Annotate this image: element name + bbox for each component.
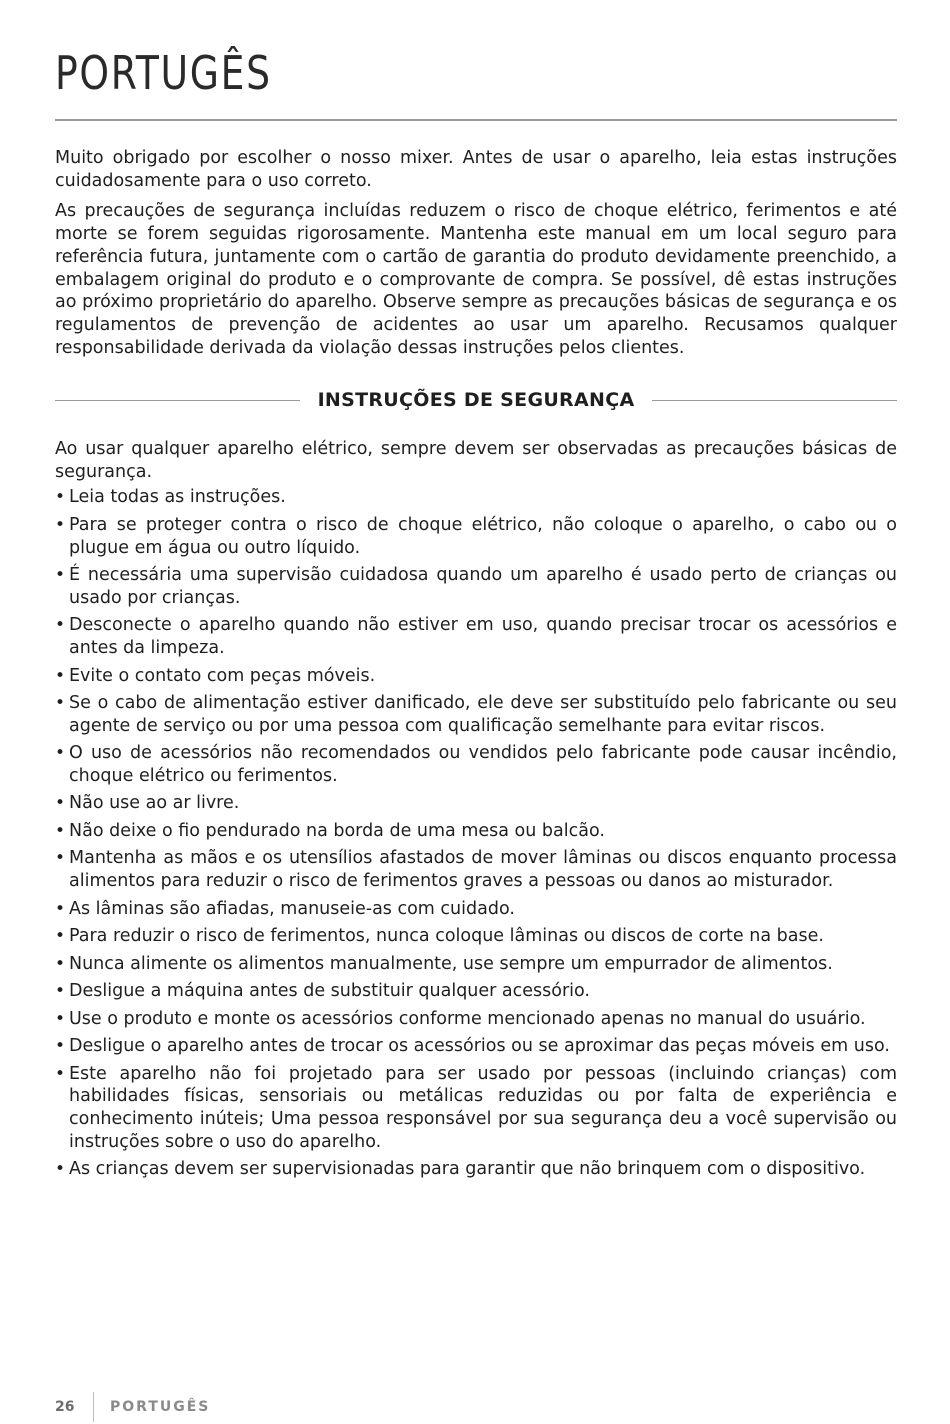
- intro-paragraph: Muito obrigado por escolher o nosso mixer. Antes de usar o aparelho, leia estas instruções cuidadosamente para o uso correto.: [55, 148, 897, 191]
- safety-bullet-item: [55, 614, 897, 659]
- safety-bullet-item: [55, 692, 897, 737]
- bullet-marker: •: [55, 1036, 66, 1057]
- main-content: [55, 147, 897, 1186]
- bullet-text: Desconecte o aparelho quando não estiver em uso, quando precisar trocar os acessórios e antes da limpeza.: [69, 615, 897, 659]
- bullet-text: Evite o contato com peças móveis.: [69, 665, 376, 686]
- safety-bullet-item: [55, 564, 897, 609]
- bullet-text: Nunca alimente os alimentos manualmente, use sempre um empurrador de alimentos.: [69, 953, 833, 974]
- bullet-marker: •: [55, 953, 66, 974]
- safety-bullet-item: [55, 953, 897, 976]
- bullet-marker: •: [55, 514, 66, 535]
- bullet-marker: •: [55, 793, 66, 814]
- safety-bullet-item: [55, 486, 897, 509]
- section-intro: Ao usar qualquer aparelho elétrico, sempre devem ser observadas as precauções básicas de segurança.: [55, 439, 897, 482]
- safety-bullet-list: [55, 486, 897, 1181]
- intro-paragraph: As precauções de segurança incluídas reduzem o risco de choque elétrico, ferimentos e até morte se forem seguidas rigorosamente. Mantenha este manual em um local seguro para referência futura, juntamente com o cartão de garantia do produto devidamente preenchido, a embalagem original do produto e o comprovante de compra. Se possível, dê estas instruções ao próximo proprietário do aparelho. Observe sempre as precauções básicas de segurança e os regulamentos de prevenção de acidentes ao usar um aparelho. Recusamos qualquer responsabilidade derivada da violação dessas instruções pelos clientes.: [55, 201, 897, 358]
- safety-bullet-item: [55, 665, 897, 688]
- running-head: PORTUGÊS: [110, 1399, 211, 1415]
- bullet-marker: •: [55, 615, 66, 636]
- section-rule-right: [652, 400, 897, 401]
- bullet-text: Use o produto e monte os acessórios conforme mencionado apenas no manual do usuário.: [69, 1008, 866, 1029]
- bullet-text: Para reduzir o risco de ferimentos, nunca coloque lâminas ou discos de corte na base.: [69, 926, 824, 947]
- bullet-text: Este aparelho não foi projetado para ser usado por pessoas (incluindo crianças) com habilidades físicas, sensoriais ou metálicas reduzidas ou por falta de experiência e conhecimento inúteis; Uma pessoa responsável por sua segurança deu a você supervisão ou instruções sobre o uso do aparelho.: [69, 1063, 897, 1152]
- page-title: PORTUGÊS: [55, 46, 272, 100]
- safety-bullet-item: [55, 1008, 897, 1031]
- safety-bullet-item: [55, 1158, 897, 1181]
- page-number: 26: [55, 1399, 75, 1415]
- safety-bullet-item: [55, 898, 897, 921]
- section-heading: [55, 389, 897, 412]
- bullet-marker: •: [55, 1159, 66, 1180]
- section-rule-left: [55, 400, 300, 401]
- bullet-marker: •: [55, 898, 66, 919]
- bullet-text: Desligue o aparelho antes de trocar os acessórios ou se aproximar das peças móveis em uso.: [69, 1036, 890, 1057]
- bullet-text: Leia todas as instruções.: [69, 487, 286, 508]
- page-footer: [55, 1390, 210, 1424]
- bullet-marker: •: [55, 487, 66, 508]
- bullet-text: Não deixe o fio pendurado na borda de uma mesa ou balcão.: [69, 820, 605, 841]
- safety-bullet-item: [55, 792, 897, 815]
- safety-bullet-item: [55, 514, 897, 559]
- footer-separator: [93, 1392, 94, 1422]
- bullet-marker: •: [55, 1008, 66, 1029]
- section-heading-label: INSTRUÇÕES DE SEGURANÇA: [317, 389, 635, 412]
- bullet-marker: •: [55, 926, 66, 947]
- safety-bullet-item: [55, 1035, 897, 1058]
- safety-bullet-item: [55, 925, 897, 948]
- bullet-marker: •: [55, 693, 66, 714]
- bullet-text: Mantenha as mãos e os utensílios afastados de mover lâminas ou discos enquanto processa alimentos para reduzir o risco de ferimentos graves a pessoas ou danos ao misturador.: [69, 848, 897, 892]
- safety-bullet-item: [55, 742, 897, 787]
- safety-bullet-item: [55, 820, 897, 843]
- bullet-text: Desligue a máquina antes de substituir qualquer acessório.: [69, 981, 590, 1002]
- bullet-marker: •: [55, 665, 66, 686]
- safety-bullet-item: [55, 847, 897, 892]
- safety-bullet-item: [55, 1063, 897, 1154]
- bullet-text: É necessária uma supervisão cuidadosa quando um aparelho é usado perto de crianças ou usado por crianças.: [69, 565, 897, 608]
- bullet-text: Se o cabo de alimentação estiver danificado, ele deve ser substituído pelo fabricante ou seu agente de serviço ou por uma pessoa com qualificação semelhante para evitar riscos.: [69, 693, 897, 736]
- bullet-marker: •: [55, 820, 66, 841]
- bullet-text: As crianças devem ser supervisionadas para garantir que não brinquem com o dispositivo.: [69, 1159, 866, 1180]
- bullet-marker: •: [55, 1063, 66, 1084]
- bullet-text: Não use ao ar livre.: [69, 793, 240, 814]
- bullet-marker: •: [55, 848, 66, 869]
- safety-bullet-item: [55, 980, 897, 1003]
- bullet-marker: •: [55, 981, 66, 1002]
- bullet-text: O uso de acessórios não recomendados ou vendidos pelo fabricante pode causar incêndio, choque elétrico ou ferimentos.: [69, 743, 897, 786]
- bullet-marker: •: [55, 743, 66, 764]
- bullet-text: As lâminas são afiadas, manuseie-as com cuidado.: [69, 898, 515, 919]
- bullet-text: Para se proteger contra o risco de choque elétrico, não coloque o aparelho, o cabo ou o plugue em água ou outro líquido.: [69, 514, 897, 558]
- title-divider: [55, 119, 897, 121]
- bullet-marker: •: [55, 565, 66, 586]
